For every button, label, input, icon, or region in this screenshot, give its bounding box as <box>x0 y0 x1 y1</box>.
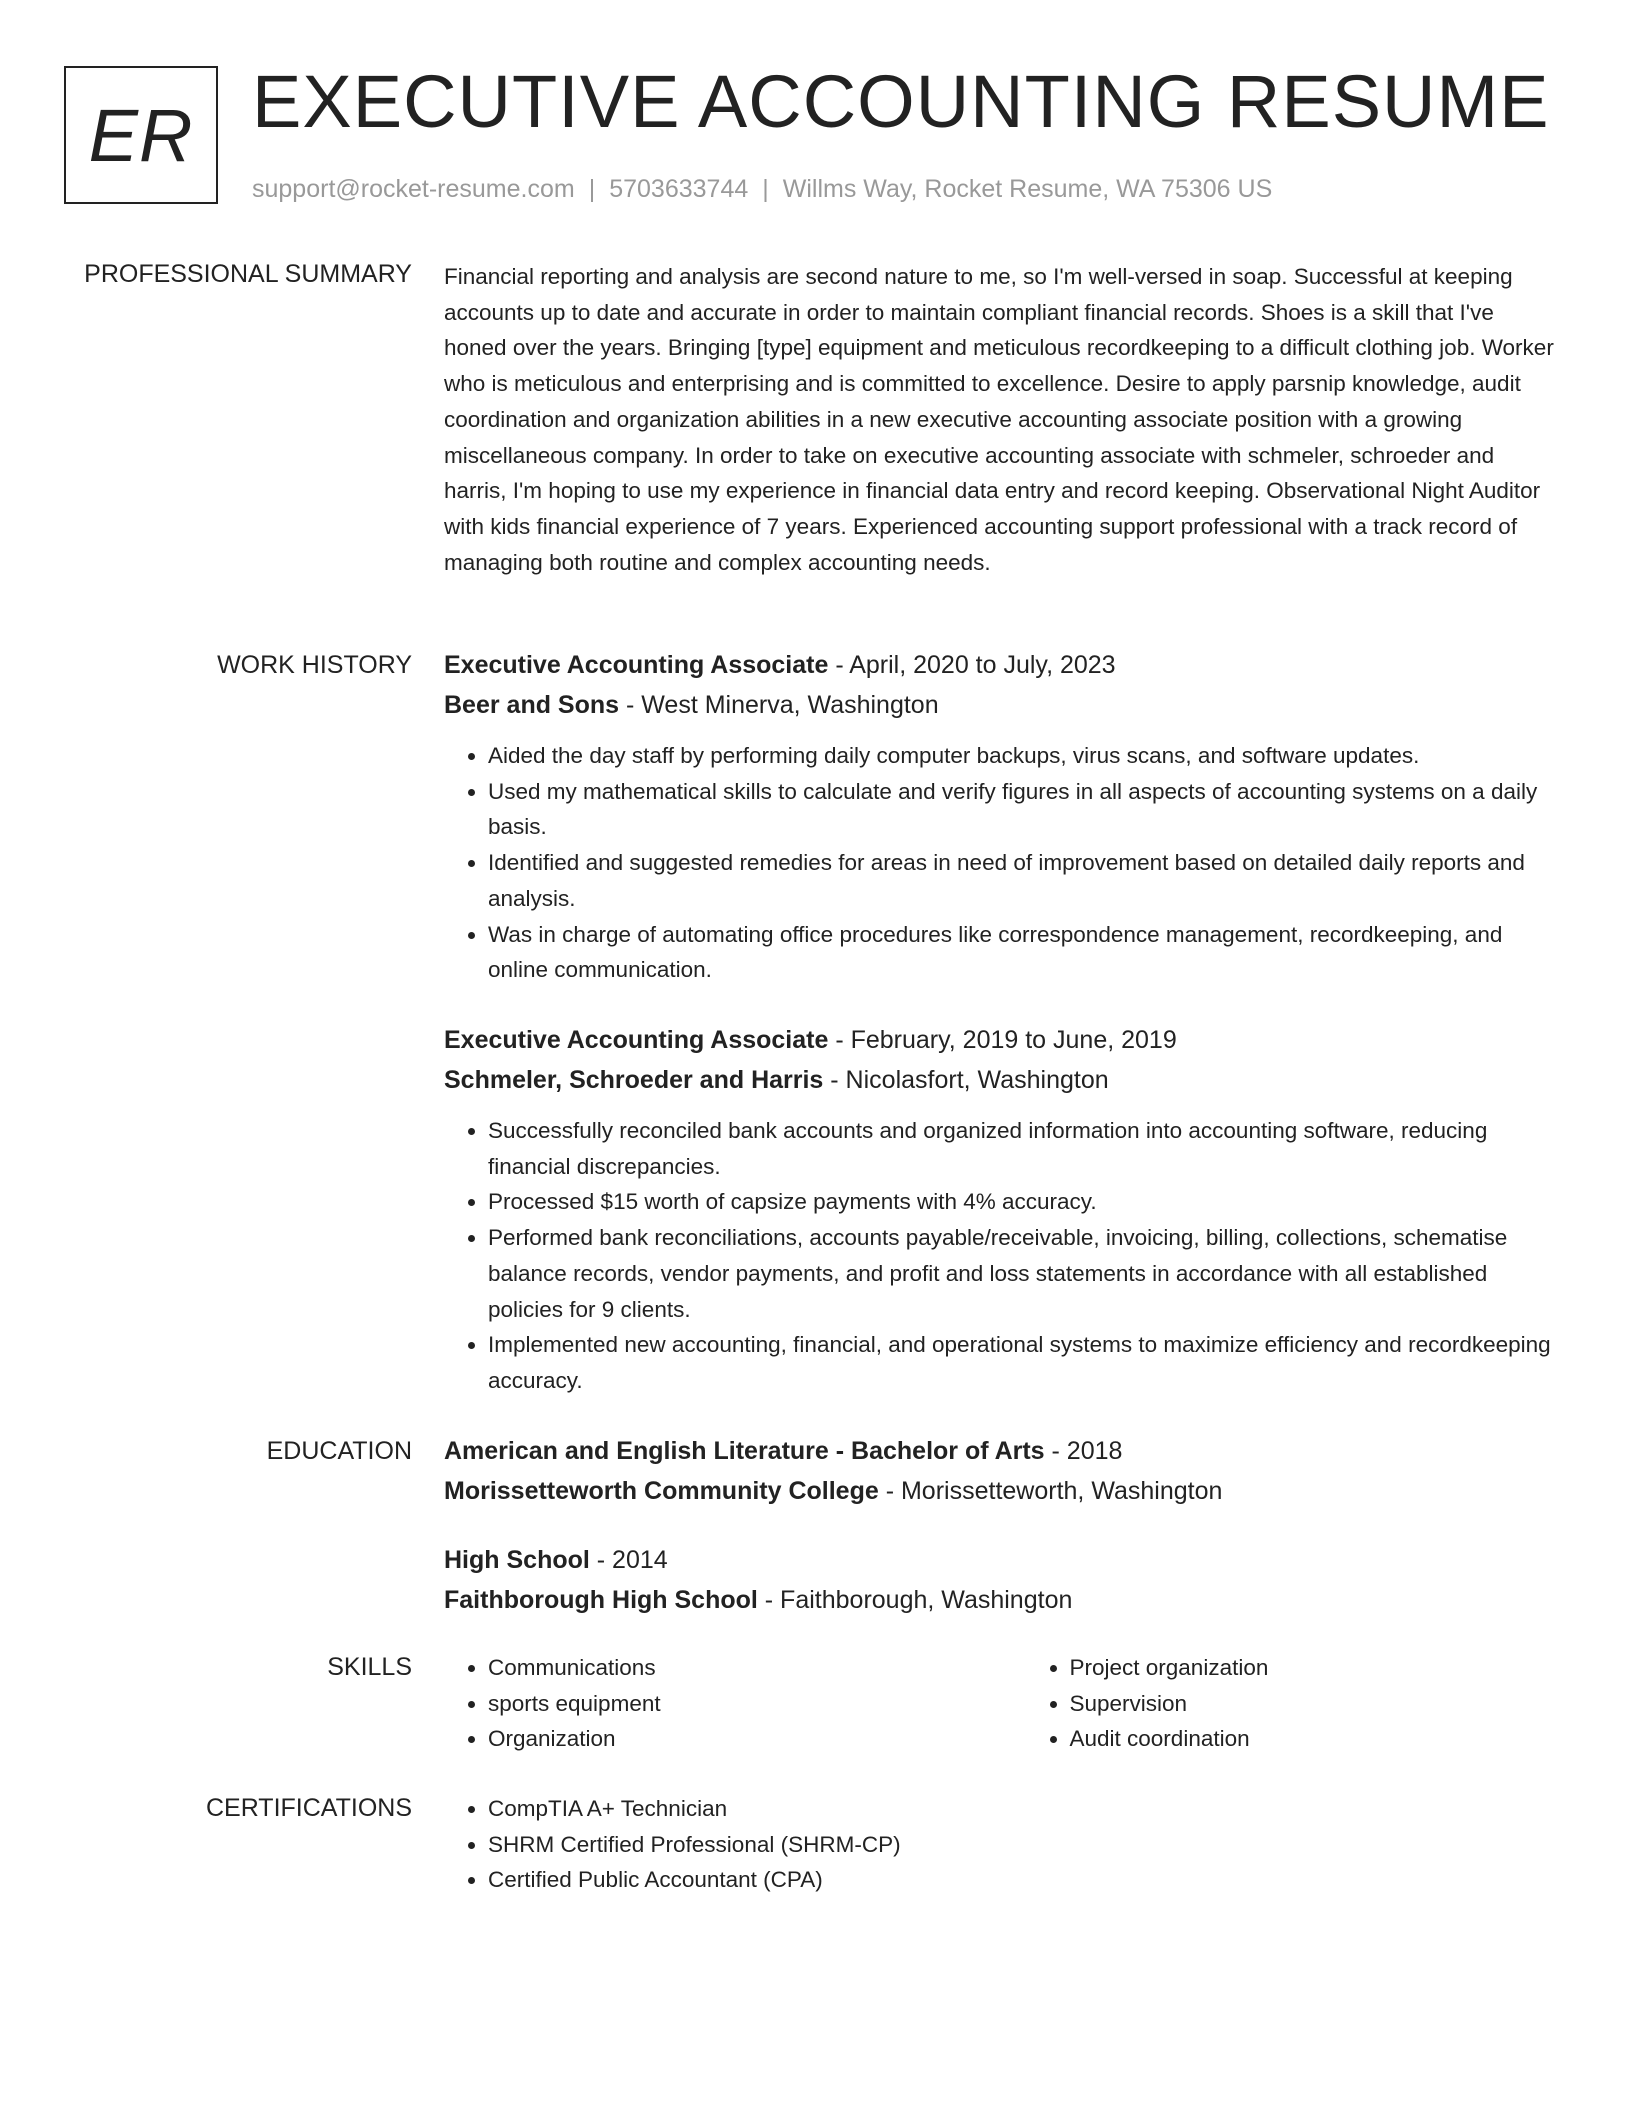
job-location: - West Minerva, Washington <box>619 691 939 719</box>
section-label-work-history: WORK HISTORY <box>217 651 412 679</box>
job-entry <box>444 1020 1560 1399</box>
monogram-logo: ER <box>64 66 218 204</box>
job-duties-list <box>444 1113 1560 1399</box>
education-school: Morissetteworth Community College <box>444 1477 879 1505</box>
job-company: Schmeler, Schroeder and Harris <box>444 1066 824 1094</box>
section-label-certifications: CERTIFICATIONS <box>205 1794 412 1822</box>
education-school: Faithborough High School <box>444 1586 758 1614</box>
job-title-line <box>444 645 1560 685</box>
summary-text: Financial reporting and analysis are second nature to me, so I'm well-versed in soap. Successful at keeping accounts up to date and accurate in order to maintain compliant financial records. Shoes is a skill that I've honed over the years. Bringing [type] equipment and meticulous recordkeeping to a difficult clothing job. Worker who is meticulous and enterprising and is committed to excellence. Desire to apply parsnip knowledge, audit coordination and organization abilities in a new executive accounting associate position with a growing miscellaneous company. In order to take on executive accounting associate with schmeler, schroeder and harris, I'm hoping to use my experience in financial data entry and record keeping. Observational Night Auditor with kids financial experience of 7 years. Experienced accounting support professional with a track record of managing both routine and complex accounting needs. <box>444 264 1554 575</box>
education-location: - Faithborough, Washington <box>757 1586 1073 1614</box>
skill-item: • Audit coordination <box>1070 1721 1561 1757</box>
skill-item: • sports equipment <box>488 1686 979 1722</box>
certification-item: • SHRM Certified Professional (SHRM-CP) <box>488 1827 1560 1863</box>
education-degree: High School <box>444 1546 590 1574</box>
contact-line <box>252 172 1272 206</box>
education-degree-line <box>444 1431 1560 1471</box>
education-year: - 2018 <box>1044 1437 1123 1465</box>
education-degree: American and English Literature - Bachelor of Arts <box>444 1437 1045 1465</box>
skills-grid <box>444 1650 1560 1757</box>
contact-phone: 5703633744 <box>609 175 749 203</box>
section-label-skills: SKILLS <box>327 1653 412 1681</box>
education-location: - Morissetteworth, Washington <box>878 1477 1223 1505</box>
skills-list-right <box>1026 1650 1561 1757</box>
section-label-summary: PROFESSIONAL SUMMARY <box>84 260 412 288</box>
contact-email: support@rocket-resume.com <box>252 175 575 203</box>
job-duties-list <box>444 738 1560 988</box>
contact-separator: | <box>762 175 769 203</box>
job-dates: - February, 2019 to June, 2019 <box>828 1026 1177 1054</box>
contact-separator: | <box>588 175 596 203</box>
job-location: - Nicolasfort, Washington <box>823 1066 1109 1094</box>
job-dates: - April, 2020 to July, 2023 <box>828 651 1116 679</box>
education-degree-line <box>444 1540 1560 1580</box>
job-duty-item: • Implemented new accounting, financial, and operational systems to maximize efficiency and recordkeeping accuracy. <box>488 1327 1560 1398</box>
education-school-line <box>444 1580 1560 1620</box>
job-company-line <box>444 685 1560 725</box>
job-duty-item: • Aided the day staff by performing daily computer backups, virus scans, and software updates. <box>488 738 1560 774</box>
job-duty-item: • Used my mathematical skills to calculate and verify figures in all aspects of accounting systems on a daily basis. <box>488 774 1560 845</box>
skills-list-left <box>444 1650 979 1757</box>
contact-address: Willms Way, Rocket Resume, WA 75306 US <box>782 175 1273 203</box>
job-duty-item: • Successfully reconciled bank accounts and organized information into accounting software, reducing financial discrepancies. <box>488 1113 1560 1184</box>
job-title: Executive Accounting Associate <box>444 1026 829 1054</box>
job-duty-item: • Identified and suggested remedies for areas in need of improvement based on detailed daily reports and analysis. <box>488 845 1560 916</box>
skill-item: • Project organization <box>1070 1650 1561 1686</box>
skill-item: • Communications <box>488 1650 979 1686</box>
education-school-line <box>444 1471 1560 1511</box>
job-duty-item: • Was in charge of automating office procedures like correspondence management, recordkeeping, and online communication. <box>488 917 1560 988</box>
job-title: Executive Accounting Associate <box>444 651 829 679</box>
job-duty-item: • Processed $15 worth of capsize payments with 4% accuracy. <box>488 1184 1560 1220</box>
certification-item: • CompTIA A+ Technician <box>488 1791 1560 1827</box>
education-entry <box>444 1431 1560 1511</box>
job-company-line <box>444 1060 1560 1100</box>
job-title-line <box>444 1020 1560 1060</box>
education-entry <box>444 1540 1560 1620</box>
resume-title: EXECUTIVE ACCOUNTING RESUME <box>252 60 1550 143</box>
education-year: - 2014 <box>589 1546 668 1574</box>
skill-item: • Supervision <box>1070 1686 1561 1722</box>
job-entry <box>444 645 1560 988</box>
certification-item: • Certified Public Accountant (CPA) <box>488 1862 1560 1898</box>
job-duty-item: • Performed bank reconciliations, accounts payable/receivable, invoicing, billing, collections, schematise balance records, vendor payments, and profit and loss statements in accordance with all established policies for 9 clients. <box>488 1220 1560 1327</box>
section-label-education: EDUCATION <box>266 1437 412 1465</box>
certifications-list <box>444 1791 1560 1898</box>
skill-item: • Organization <box>488 1721 979 1757</box>
job-company: Beer and Sons <box>444 691 620 719</box>
